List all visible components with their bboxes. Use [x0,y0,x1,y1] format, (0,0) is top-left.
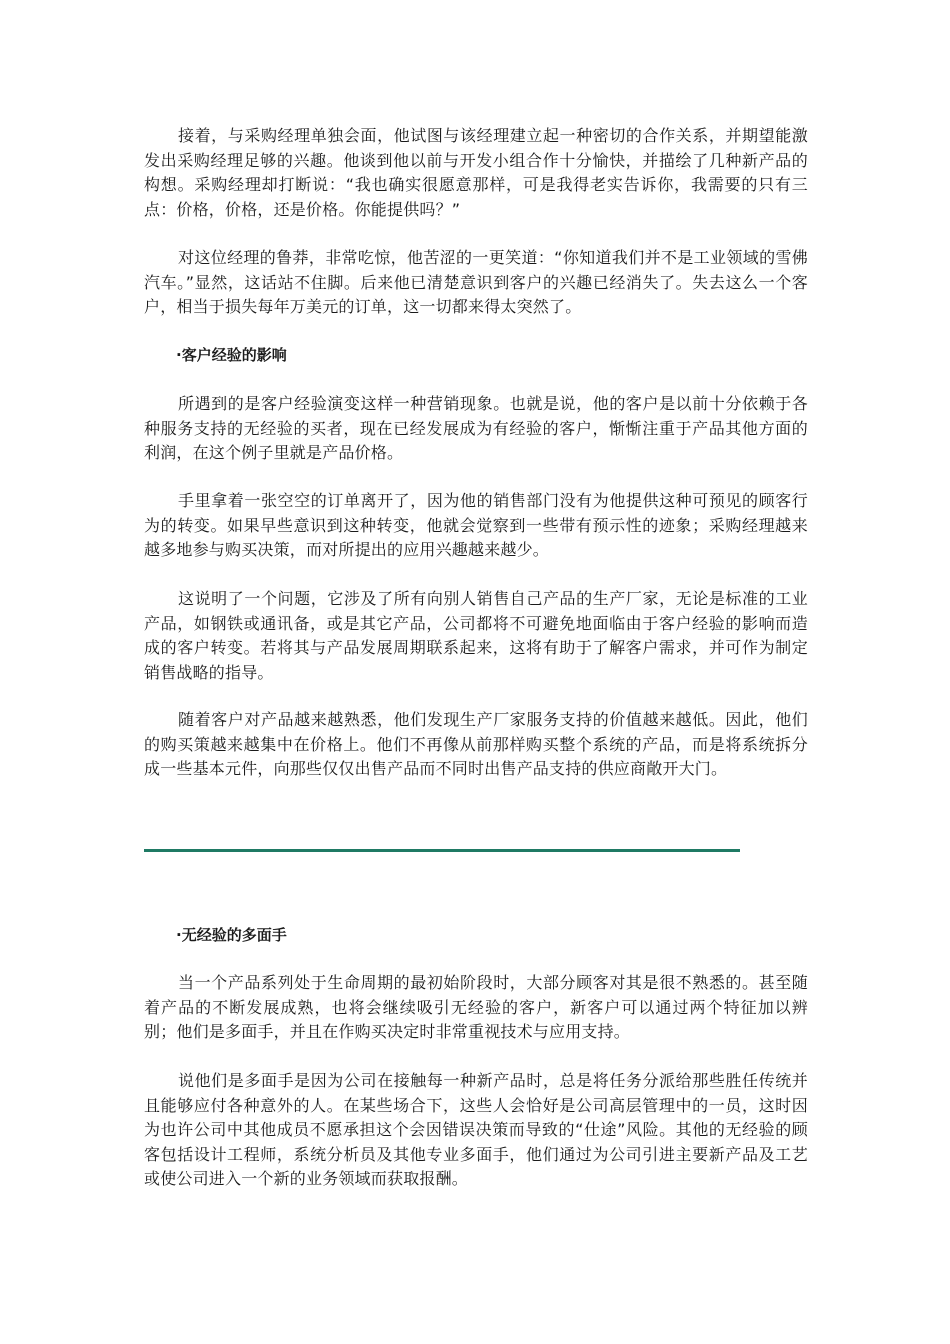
paragraph-empty-order: 手里拿着一张空空的订单离开了，因为他的销售部门没有为他提供这种可预见的顾客行为的转变。如果早些意识到这种转变，他就会觉察到一些带有预示性的迹象；采购经理越来越多地参与购买决策，而对所提出的应用兴趣越来越少。 [144,491,808,559]
paragraph-marketing-phenomenon: 所遇到的是客户经验演变这样一种营销现象。也就是说，他的客户是以前十分依赖于各种服务支持的无经验的买者，现在已经发展成为有经验的客户，惭惭注重于产品其他方面的利润，在这个例子里就是产品价格。 [144,394,808,462]
paragraph-purchasing-meeting: 接着，与采购经理单独会面，他试图与该经理建立起一种密切的合作关系，并期望能激发出采购经理足够的兴趣。他谈到他以前与开发小组合作十分愉快，并描绘了几种新产品的构想。采购经理却打断说：“我也确实很愿意那样，可是我得老实告诉你，我需要的只有三点：价格，价格，还是价格。你能提供吗？” [144,126,808,219]
section-heading-generalist: ·无经验的多面手 [176,926,287,944]
paragraph-generalists-explained: 说他们是多面手是因为公司在接触每一种新产品时，总是将任务分派给那些胜任传统并且能够应付各种意外的人。在某些场合下，这些人会恰好是公司高层管理中的一员，这时因为也许公司中其他成员不愿承担这个会因错误决策而导致的“仕途”风险。其他的无经验的顾客包括设计工程师，系统分析员及其他专业多面手，他们通过为公司引进主要新产品及工艺或使公司进入一个新的业务领域而获取报酬。 [144,1071,808,1188]
section-heading-customer-experience: ·客户经验的影响 [176,346,287,364]
paragraph-manager-rudeness: 对这位经理的鲁莽，非常吃惊，他苦涩的一更笑道：“你知道我们并不是工业领域的雪佛汽车。”显然，这话站不住脚。后来他已清楚意识到客户的兴趣已经消失了。失去这么一个客户，相当于损失每年万美元的订单，这一切都来得太突然了。 [144,248,808,316]
paragraph-price-focus: 随着客户对产品越来越熟悉，他们发现生产厂家服务支持的价值越来越低。因此，他们的购买策越来越集中在价格上。他们不再像从前那样购买整个系统的产品，而是将系统拆分成一些基本元件，向那些仅仅出售产品而不同时出售产品支持的供应商敞开大门。 [144,710,808,778]
paragraph-lifecycle-stage: 当一个产品系列处于生命周期的最初始阶段时，大部分顾客对其是很不熟悉的。甚至随着产品的不断发展成熟，也将会继续吸引无经验的客户，新客户可以通过两个特征加以辨别；他们是多面手，并且在作购买决定时非常重视技术与应用支持。 [144,973,808,1041]
section-divider [144,849,740,852]
paragraph-problem-explained: 这说明了一个问题，它涉及了所有向别人销售自己产品的生产厂家，无论是标准的工业产品，如钢铁或通讯备，或是其它产品，公司都将不可避免地面临由于客户经验的影响而造成的客户转变。若将其与产品发展周期联系起来，这将有助于了解客户需求，并可作为制定销售战略的指导。 [144,589,808,682]
